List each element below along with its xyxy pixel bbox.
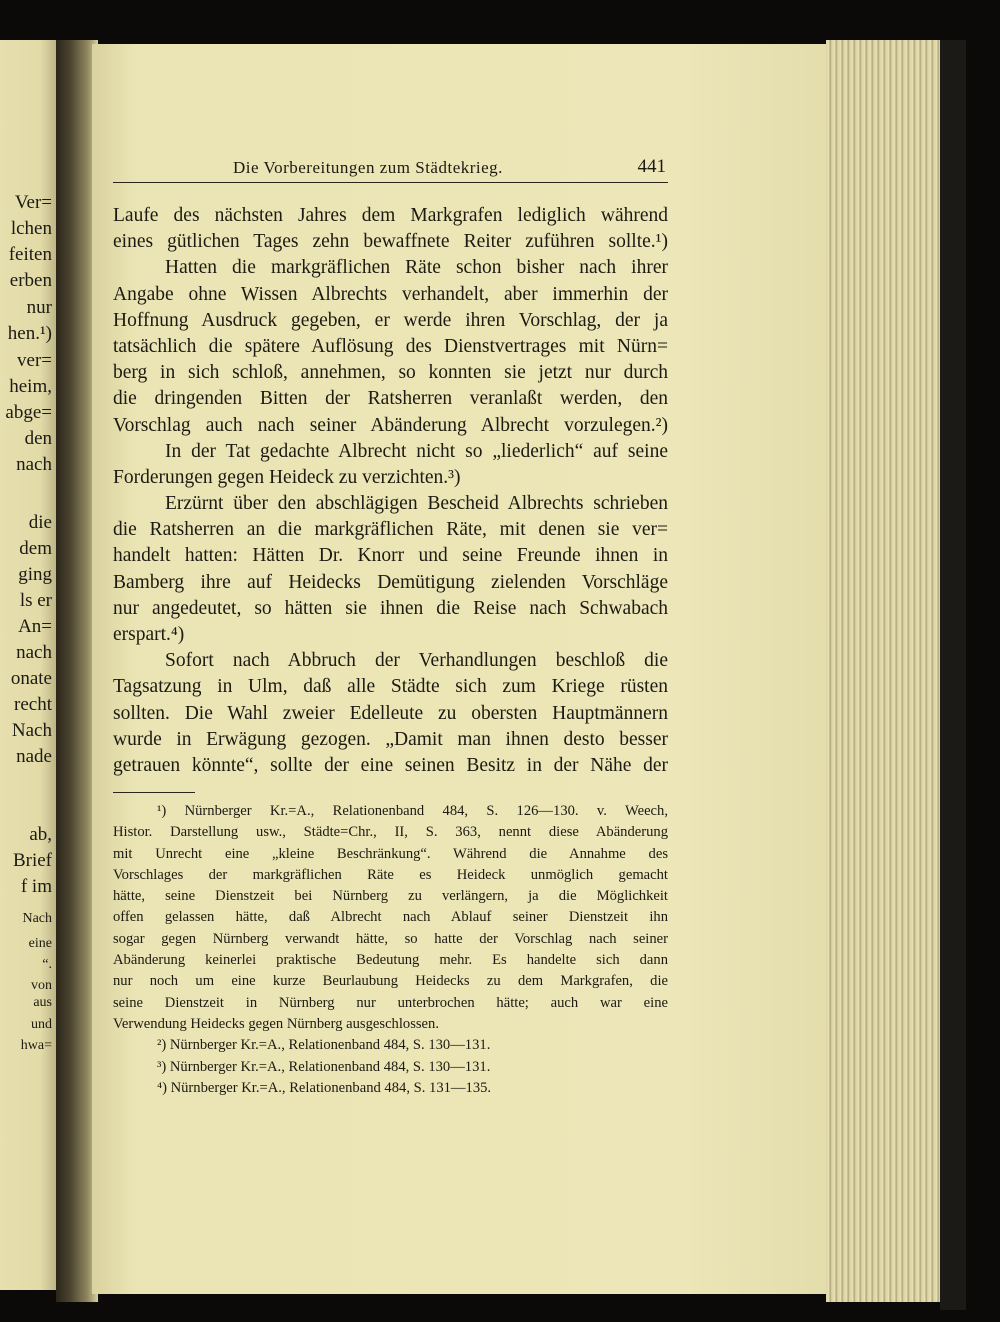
- running-head: [113, 154, 668, 183]
- running-title: Die Vorbereitungen zum Städtekrieg.: [233, 158, 503, 177]
- left-page-fragment: lchen: [10, 218, 52, 239]
- left-page-fragment: “.: [42, 957, 52, 972]
- footnote-line: Histor. Darstellung usw., Städte=Chr., II, S. 363, nennt diese Abänderung: [113, 824, 668, 841]
- footnote-line: ⁴) Nürnberger Kr.=A., Relationenband 484, S. 131—135.: [157, 1079, 492, 1096]
- left-page-fragment: nade: [16, 746, 52, 767]
- left-page-fragment: nur: [26, 297, 52, 318]
- footnote-line: nur noch um eine kurze Beurlaubung Heidecks zu dem Markgrafen, die: [113, 973, 668, 990]
- footnote-line: ³) Nürnberger Kr.=A., Relationenband 484, S. 130—131.: [157, 1058, 491, 1075]
- text-line: sollten. Die Wahl zweier Edelleute zu obersten Hauptmännern: [113, 702, 668, 724]
- footnote-line: mit Unrecht eine „kleine Beschränkung“. Während die Annahme des: [113, 845, 668, 862]
- text-line: handelt hatten: Hätten Dr. Knorr und seine Freunde ihnen in: [113, 545, 668, 567]
- book-cover: [940, 40, 966, 1310]
- text-line: nur angedeutet, so hätten sie ihnen die Reise nach Schwabach: [113, 597, 668, 619]
- left-page-fragment: hwa=: [20, 1038, 52, 1053]
- footnote-line: seine Dienstzeit in Nürnberg nur unterbrochen hätte; auch war eine: [113, 994, 668, 1011]
- text-line: erspart.⁴): [113, 624, 185, 645]
- left-page-fragment: Nach: [11, 720, 52, 741]
- footnote-line: offen gelassen hätte, daß Albrecht nach Ablauf seiner Dienstzeit ihn: [113, 909, 668, 926]
- left-page-fragment: die: [28, 512, 52, 533]
- page-edges: [826, 40, 944, 1302]
- text-line: tatsächlich die spätere Auflösung des Dienstvertrages mit Nürn=: [113, 335, 668, 357]
- text-line: Erzürnt über den abschlägigen Bescheid Albrechts schrieben: [165, 493, 668, 515]
- page-number: 441: [637, 156, 666, 177]
- text-line: Laufe des nächsten Jahres dem Markgrafen lediglich während: [113, 205, 668, 226]
- footnote-line: Verwendung Heidecks gegen Nürnberg ausgeschlossen.: [113, 1015, 439, 1032]
- left-page-fragment: erben: [9, 270, 52, 291]
- text-line: Tagsatzung in Ulm, daß alle Städte sich zum Kriege rüsten: [113, 676, 668, 698]
- left-page-fragment: Brief: [12, 850, 52, 871]
- left-page-fragment: den: [24, 428, 52, 449]
- left-page-fragment: von: [31, 978, 52, 993]
- footnote-line: Abänderung keinerlei praktische Bedeutung mehr. Es handelte sich dann: [113, 952, 668, 969]
- footnote-line: sogar gegen Nürnberg verwandt hätte, so hatte der Vorschlag nach seiner: [113, 930, 668, 947]
- footnote-line: hätte, seine Dienstzeit bei Nürnberg zu verlängern, ja die Möglichkeit: [113, 888, 668, 905]
- footnotes: [113, 801, 668, 1099]
- text-line: Angabe ohne Wissen Albrechts verhandelt, aber immerhin der: [113, 283, 668, 305]
- text-line: berg in sich schloß, annehmen, so konnten sie jetzt nur durch: [113, 362, 668, 384]
- text-line: Hoffnung Ausdruck gegeben, er werde ihren Vorschlag, der ja: [113, 309, 668, 331]
- footnote-separator: [113, 792, 195, 793]
- text-line: wurde in Erwägung gezogen. „Damit man ihnen desto besser: [113, 728, 668, 750]
- left-page-fragment: ls er: [19, 590, 52, 611]
- left-page-fragment: nach: [16, 642, 52, 663]
- left-page-fragment: Ver=: [14, 192, 52, 213]
- left-page-fragment: ver=: [17, 350, 52, 371]
- left-page-fragment: ging: [18, 564, 52, 585]
- text-line: Bamberg ihre auf Heidecks Demütigung zielenden Vorschläge: [113, 571, 668, 593]
- text-line: die Ratsherren an die markgräflichen Räte, mit denen sie ver=: [113, 519, 668, 541]
- text-line: die dringenden Bitten der Ratsherren veranlaßt werden, den: [113, 388, 668, 410]
- left-page-fragment: f im: [20, 876, 52, 897]
- footnote-line: Vorschlages der markgräflichen Räte es Heideck unmöglich gemacht: [113, 866, 668, 883]
- left-page-fragment: aus: [33, 995, 52, 1010]
- footnote-line: ²) Nürnberger Kr.=A., Relationenband 484, S. 130—131.: [157, 1037, 491, 1054]
- left-page-fragment: recht: [14, 694, 52, 715]
- left-page-fragment: abge=: [5, 402, 52, 423]
- left-page-fragment: ab,: [29, 824, 52, 845]
- text-line: Hatten die markgräflichen Räte schon bisher nach ihrer: [165, 257, 668, 279]
- left-page-fragment: feiten: [8, 244, 52, 265]
- left-page-fragment: heim,: [9, 376, 52, 397]
- text-line: Vorschlag auch nach seiner Abänderung Albrecht vorzulegen.²): [113, 414, 668, 436]
- left-page-fragment: dem: [19, 538, 52, 559]
- left-page-fragment: hen.¹): [7, 323, 52, 344]
- text-line: getrauen könnte“, sollte der eine seinen Besitz in der Nähe der: [113, 754, 668, 776]
- left-page-fragment: und: [31, 1017, 52, 1032]
- left-page-fragment: An=: [18, 616, 52, 637]
- text-line: Forderungen gegen Heideck zu verzichten.³): [113, 466, 461, 488]
- left-page-fragment: onate: [10, 668, 52, 689]
- main-text: [113, 203, 668, 779]
- text-line: Sofort nach Abbruch der Verhandlungen beschloß die: [165, 650, 668, 672]
- footnote-line: ¹) Nürnberger Kr.=A., Relationenband 484, S. 126—130. v. Weech,: [157, 803, 668, 819]
- text-line: In der Tat gedachte Albrecht nicht so „liederlich“ auf seine: [165, 440, 668, 462]
- left-page-fragment: nach: [16, 454, 52, 475]
- text-line: eines gütlichen Tages zehn bewaffnete Reiter zuführen sollte.¹): [113, 231, 668, 253]
- left-page-fragment: Nach: [22, 911, 52, 926]
- left-page-fragment: eine: [28, 936, 52, 951]
